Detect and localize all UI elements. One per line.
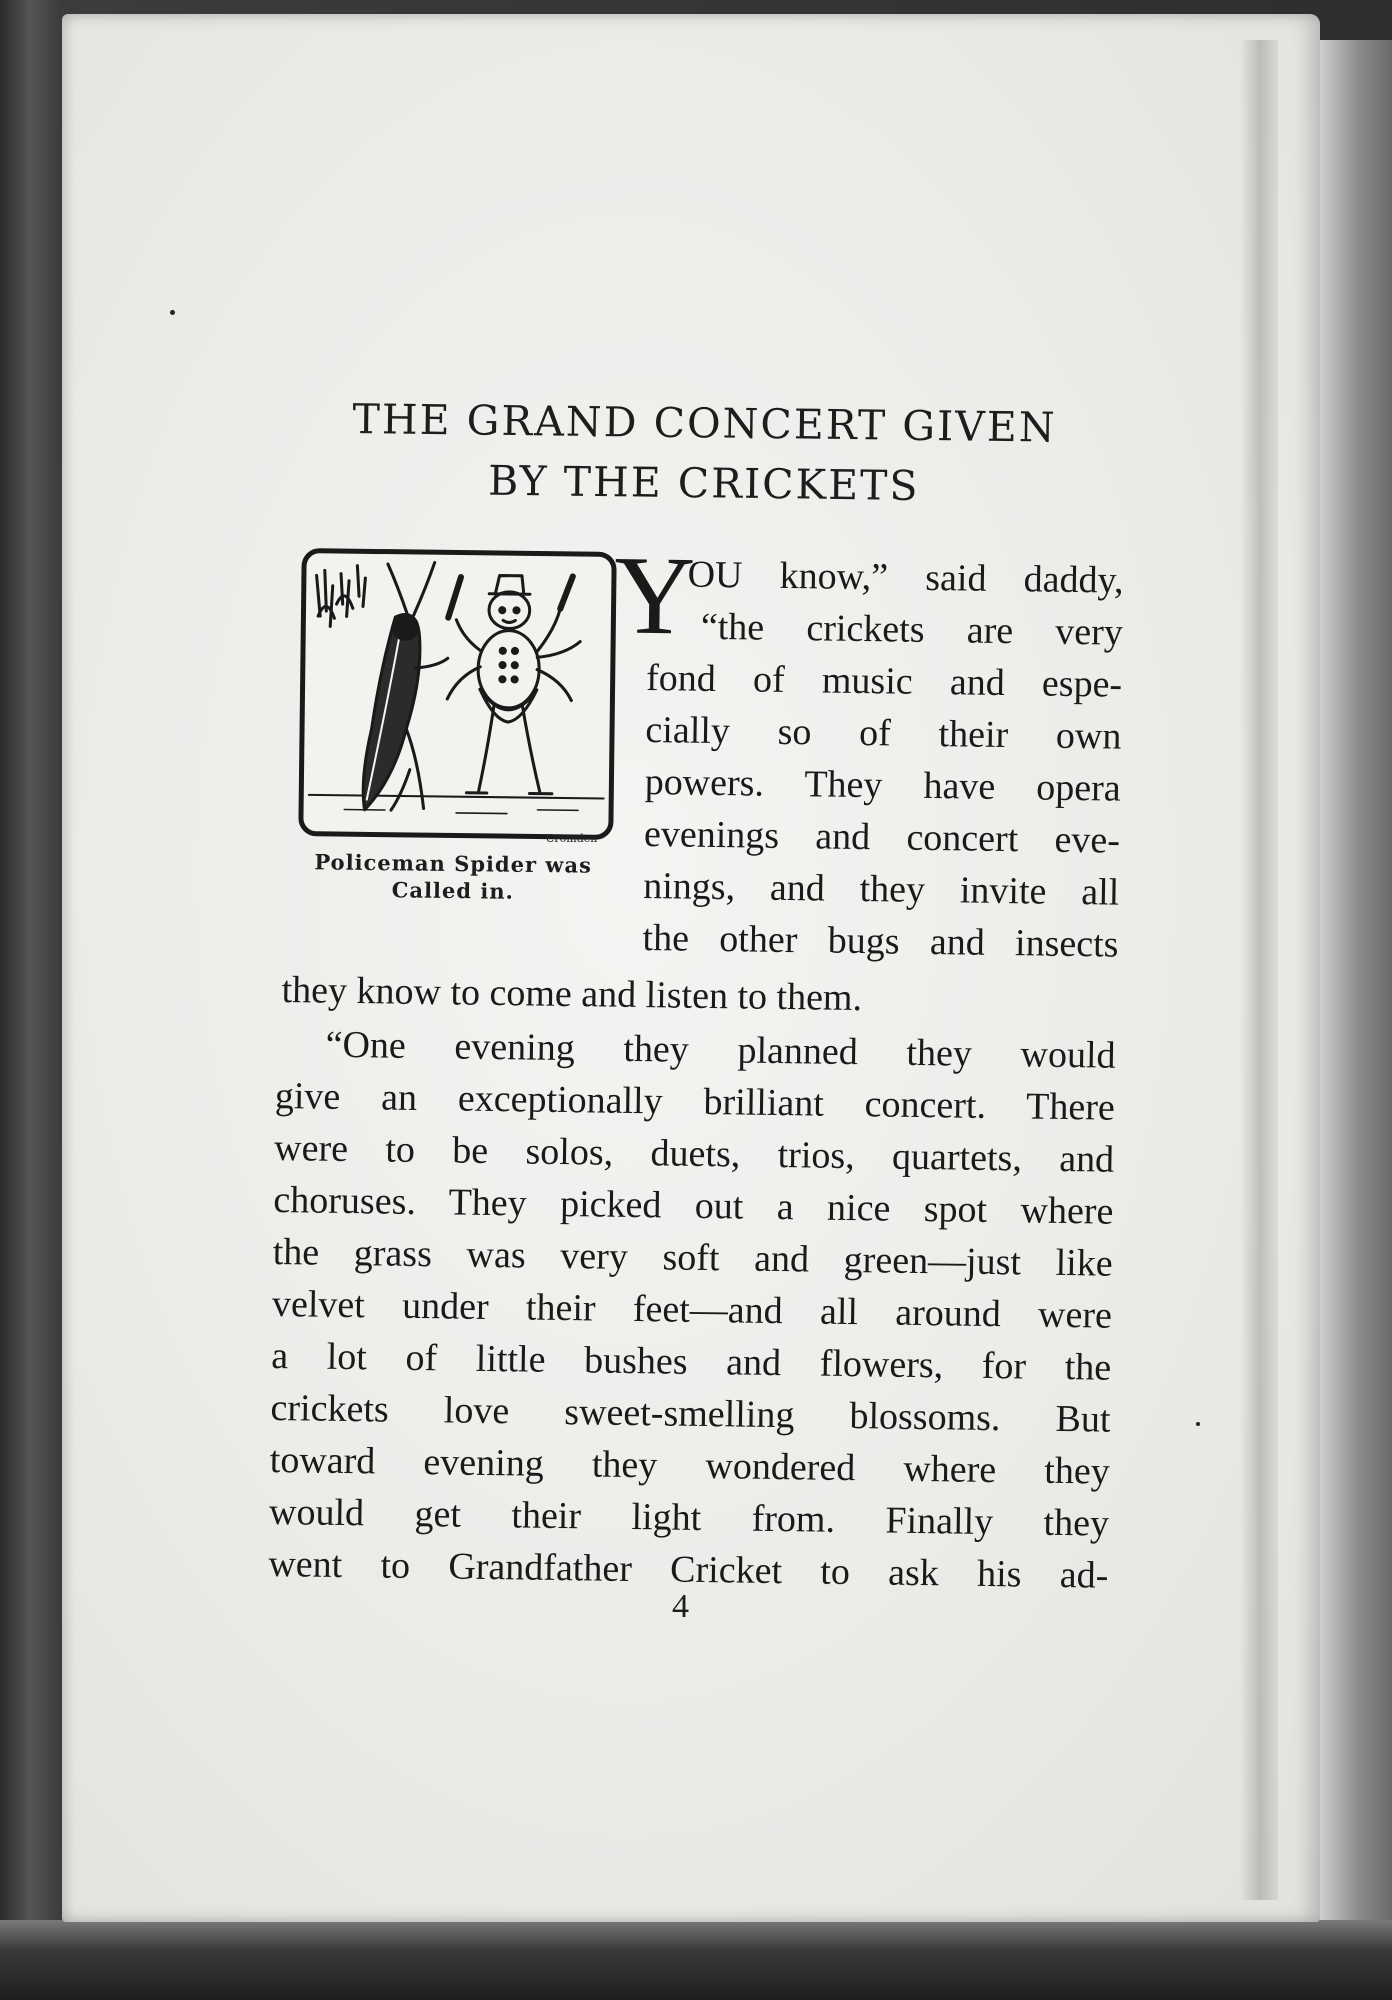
illustrator-signature: Cromden — [546, 832, 598, 845]
text-line: the grass was very soft and green—just like — [272, 1230, 1113, 1285]
book-page — [62, 14, 1320, 1922]
text-line: went to Grandfather Cricket to ask his ad- — [268, 1542, 1109, 1597]
text-line: they know to come and listen to them. — [281, 968, 863, 1020]
text-line: “One evening they planned they would — [325, 1023, 1116, 1077]
cricket-and-spider-illustration — [298, 548, 616, 840]
text-line: “the crickets are very — [700, 605, 1124, 654]
text-line: were to be solos, duets, trios, quartets, and — [273, 1126, 1115, 1181]
opening-paragraph-narrow — [642, 548, 1124, 971]
text-line: velvet under their feet—and all around were — [271, 1282, 1113, 1337]
chapter-title — [269, 388, 1140, 519]
text-line: crickets love sweet-smelling blossoms. But — [270, 1386, 1111, 1441]
text-line: a lot of little bushes and flowers, for the — [270, 1334, 1112, 1389]
illustration-caption — [288, 848, 619, 906]
chapter-title-line: THE GRAND CONCERT GIVEN — [352, 395, 1057, 452]
text-line: cially so of their own — [645, 708, 1122, 758]
text-line: fond of music and espe- — [645, 656, 1123, 706]
text-line: powers. They have opera — [644, 760, 1121, 810]
second-paragraph — [268, 1018, 1116, 1602]
illustration-drawing — [303, 553, 611, 835]
text-line: the other bugs and insects — [642, 916, 1119, 966]
caption-line: Called in. — [391, 877, 515, 904]
drop-cap: Y — [613, 533, 696, 659]
book-edge-bottom — [0, 1920, 1392, 2000]
chapter-title-line: BY THE CRICKETS — [487, 456, 920, 510]
text-line: choruses. They picked out a nice spot where — [273, 1178, 1114, 1233]
page-number: 4 — [672, 1588, 689, 1625]
text-line: nings, and they invite all — [642, 864, 1120, 914]
page-fold-shadow — [1240, 40, 1278, 1900]
caption-line: Policeman Spider was — [314, 849, 593, 878]
ink-speck — [170, 310, 175, 315]
text-line: evenings and concert eve- — [643, 812, 1121, 862]
text-line: toward evening they wondered where they — [269, 1438, 1111, 1493]
text-line: give an exceptionally brilliant concert. There — [274, 1074, 1116, 1129]
ink-speck — [1196, 1422, 1200, 1426]
text-line: would get their light from. Finally they — [268, 1490, 1110, 1545]
text-line: OU know,” said daddy, — [687, 553, 1124, 602]
